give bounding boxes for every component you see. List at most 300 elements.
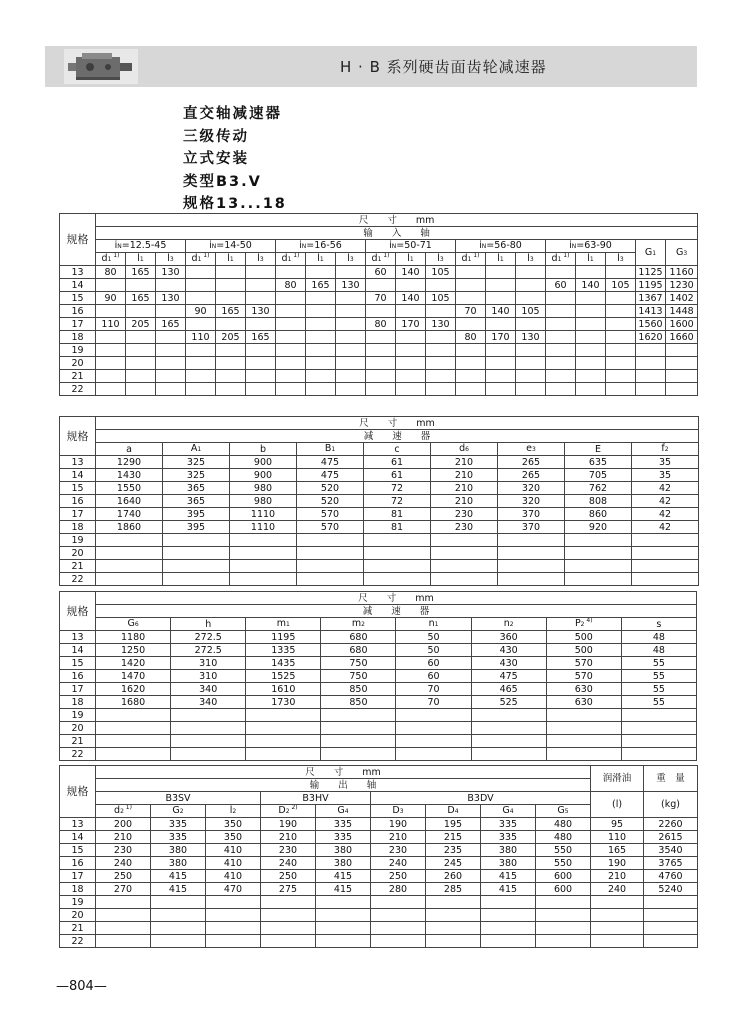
table-cell xyxy=(481,909,536,922)
table-cell: 48 xyxy=(621,644,696,657)
table-cell xyxy=(636,370,666,383)
table-cell: 72 xyxy=(364,495,431,508)
table-cell: 380 xyxy=(151,857,206,870)
size-cell: 21 xyxy=(60,560,96,573)
page-number: —804— xyxy=(56,979,107,994)
table-cell: 1610 xyxy=(246,683,321,696)
table-cell xyxy=(336,305,366,318)
table-cell xyxy=(206,935,261,948)
table-cell: 335 xyxy=(481,818,536,831)
table-cell xyxy=(486,318,516,331)
table-cell: 4760 xyxy=(644,870,698,883)
col-header-e: E xyxy=(565,443,632,456)
table-cell xyxy=(126,305,156,318)
col-header-g2: G2 xyxy=(151,805,206,818)
table-cell: 1680 xyxy=(96,696,171,709)
table-cell xyxy=(96,305,126,318)
table-row xyxy=(60,279,698,292)
table-cell: 270 xyxy=(96,883,151,896)
size-cell: 13 xyxy=(60,456,96,469)
table-cell xyxy=(163,534,230,547)
table-cell: 1860 xyxy=(96,521,163,534)
size-cell: 22 xyxy=(60,383,96,396)
table-cell: 165 xyxy=(306,279,336,292)
table-cell xyxy=(261,922,316,935)
table-cell: 230 xyxy=(96,844,151,857)
table-cell: 210 xyxy=(431,456,498,469)
table-cell xyxy=(431,573,498,586)
table-cell xyxy=(471,722,546,735)
table-cell xyxy=(336,318,366,331)
table-cell xyxy=(336,331,366,344)
table-cell xyxy=(632,534,699,547)
table-cell: 230 xyxy=(261,844,316,857)
table-cell: 570 xyxy=(297,508,364,521)
table-cell: 480 xyxy=(536,818,591,831)
table-cell xyxy=(96,722,171,735)
table-cell xyxy=(565,547,632,560)
col-header-d2: d2 $^{1)}$ xyxy=(96,805,151,818)
col-header-l1: l1 xyxy=(216,253,246,266)
table-cell xyxy=(206,909,261,922)
table-cell: 48 xyxy=(621,631,696,644)
table-cell xyxy=(297,547,364,560)
table-row xyxy=(60,735,697,748)
table-cell: 80 xyxy=(456,331,486,344)
col-header-d3: D3 xyxy=(371,805,426,818)
table-cell xyxy=(171,748,246,761)
table-cell: 370 xyxy=(498,521,565,534)
table-cell: 110 xyxy=(186,331,216,344)
table-cell xyxy=(371,896,426,909)
table-row xyxy=(60,318,698,331)
col-header-d1: d1 $^{1)}$ xyxy=(546,253,576,266)
table-cell: 1470 xyxy=(96,670,171,683)
table-cell: 310 xyxy=(171,657,246,670)
table-cell xyxy=(516,370,546,383)
table-cell xyxy=(156,305,186,318)
table-cell xyxy=(364,547,431,560)
size-cell: 21 xyxy=(60,922,96,935)
table-cell xyxy=(536,909,591,922)
table-cell: 5240 xyxy=(644,883,698,896)
table-cell xyxy=(486,266,516,279)
table-cell xyxy=(151,896,206,909)
section-header: 输 入 轴 xyxy=(96,227,698,240)
table-cell: 1420 xyxy=(96,657,171,670)
table-cell xyxy=(126,370,156,383)
col-header-l2: l2 xyxy=(206,805,261,818)
table-cell xyxy=(606,266,636,279)
col-header-l1: l1 xyxy=(126,253,156,266)
table-cell: 70 xyxy=(396,696,471,709)
table-row xyxy=(60,844,698,857)
table-row xyxy=(60,469,699,482)
table-cell: 165 xyxy=(246,331,276,344)
column-header-row xyxy=(60,618,697,631)
col-header-l3: l3 xyxy=(606,253,636,266)
table-cell: 475 xyxy=(297,456,364,469)
row-label-header: 规格 xyxy=(60,417,96,456)
table-cell xyxy=(396,305,426,318)
table-cell xyxy=(96,573,163,586)
table-cell xyxy=(644,935,698,948)
table-cell xyxy=(186,357,216,370)
input-shaft-rows xyxy=(60,266,698,396)
table-cell: 395 xyxy=(163,521,230,534)
table-cell xyxy=(246,722,321,735)
table-cell: 320 xyxy=(498,482,565,495)
table-cell xyxy=(632,573,699,586)
table-cell: 1195 xyxy=(246,631,321,644)
table-cell: 2615 xyxy=(644,831,698,844)
table-cell: 210 xyxy=(431,495,498,508)
table-cell xyxy=(306,331,336,344)
table-cell xyxy=(536,922,591,935)
table-cell: 335 xyxy=(316,831,371,844)
table-cell xyxy=(96,709,171,722)
table-cell xyxy=(96,935,151,948)
table-cell xyxy=(364,534,431,547)
table-cell xyxy=(163,560,230,573)
table-cell xyxy=(261,896,316,909)
table-cell xyxy=(156,370,186,383)
table-row xyxy=(60,696,697,709)
table-row xyxy=(60,547,699,560)
table-cell: 762 xyxy=(565,482,632,495)
table-cell xyxy=(516,266,546,279)
table-cell xyxy=(306,318,336,331)
table-row xyxy=(60,573,699,586)
output-shaft-table xyxy=(59,765,698,948)
col-header-d6: d6 xyxy=(431,443,498,456)
table-cell xyxy=(151,922,206,935)
table-cell: 90 xyxy=(96,292,126,305)
table-cell: 60 xyxy=(396,657,471,670)
table-cell xyxy=(426,357,456,370)
table-cell xyxy=(546,383,576,396)
table-cell: 272.5 xyxy=(171,631,246,644)
table-cell: 850 xyxy=(321,683,396,696)
table-cell xyxy=(297,534,364,547)
table-cell: 61 xyxy=(364,469,431,482)
group-header-b3dv: B3DV xyxy=(371,792,591,805)
heading-sizes: 规格13...18 xyxy=(183,196,287,212)
size-cell: 18 xyxy=(60,521,96,534)
table-cell xyxy=(576,383,606,396)
table-cell xyxy=(565,560,632,573)
table-row xyxy=(60,748,697,761)
table-cell xyxy=(216,292,246,305)
table-cell xyxy=(516,318,546,331)
table-cell xyxy=(486,357,516,370)
table-cell xyxy=(151,935,206,948)
dimension-header: 尺 寸 mm xyxy=(96,766,591,779)
table-cell xyxy=(246,357,276,370)
table-row xyxy=(60,896,698,909)
table-cell: 350 xyxy=(206,818,261,831)
table-cell xyxy=(186,370,216,383)
table-cell xyxy=(431,534,498,547)
table-cell xyxy=(336,357,366,370)
col-header-g4: G4 xyxy=(316,805,371,818)
table-cell xyxy=(246,383,276,396)
table-row xyxy=(60,644,697,657)
table-cell: 415 xyxy=(316,870,371,883)
table-cell xyxy=(186,344,216,357)
table-cell: 600 xyxy=(536,883,591,896)
table-cell xyxy=(426,922,481,935)
table-cell: 1730 xyxy=(246,696,321,709)
col-header-d1: d1 $^{1)}$ xyxy=(186,253,216,266)
table-cell xyxy=(486,292,516,305)
table-cell xyxy=(636,344,666,357)
table-cell xyxy=(306,305,336,318)
table-cell xyxy=(366,357,396,370)
table-cell: 55 xyxy=(621,696,696,709)
table-cell xyxy=(156,331,186,344)
table-cell: 1550 xyxy=(96,482,163,495)
table-cell: 205 xyxy=(126,318,156,331)
table-cell: 1660 xyxy=(666,331,698,344)
col-header-l1: l1 xyxy=(396,253,426,266)
table-cell: 55 xyxy=(621,683,696,696)
table-cell xyxy=(230,547,297,560)
size-cell: 14 xyxy=(60,469,96,482)
table-cell xyxy=(364,573,431,586)
table-cell xyxy=(336,292,366,305)
table-cell xyxy=(336,370,366,383)
table-cell: 230 xyxy=(371,844,426,857)
size-cell: 19 xyxy=(60,344,96,357)
table-cell: 570 xyxy=(546,670,621,683)
heading-axis-type: 直交轴减速器 xyxy=(183,106,282,122)
table-cell: 350 xyxy=(206,831,261,844)
table-cell xyxy=(621,709,696,722)
table-cell: 520 xyxy=(297,495,364,508)
table-cell: 335 xyxy=(481,831,536,844)
output-shaft-rows xyxy=(60,818,698,948)
table-cell xyxy=(156,279,186,292)
table-cell: 1600 xyxy=(666,318,698,331)
table-cell xyxy=(644,896,698,909)
table-cell xyxy=(396,344,426,357)
table-cell: 205 xyxy=(216,331,246,344)
table-cell xyxy=(316,935,371,948)
table-cell xyxy=(306,370,336,383)
row-label-header: 规格 xyxy=(60,214,96,266)
table-cell: 210 xyxy=(371,831,426,844)
table-cell: 415 xyxy=(151,883,206,896)
table-cell xyxy=(96,547,163,560)
table-cell: 130 xyxy=(336,279,366,292)
table-cell xyxy=(126,344,156,357)
table-cell: 80 xyxy=(366,318,396,331)
table-cell xyxy=(96,279,126,292)
table-cell xyxy=(261,935,316,948)
ratio-header: iN=63-90 xyxy=(546,240,636,253)
table-cell: 380 xyxy=(316,857,371,870)
table-cell xyxy=(246,709,321,722)
size-cell: 17 xyxy=(60,508,96,521)
table-row xyxy=(60,870,698,883)
table-cell: 80 xyxy=(96,266,126,279)
table-cell: 1560 xyxy=(636,318,666,331)
table-cell: 3765 xyxy=(644,857,698,870)
table-cell: 140 xyxy=(576,279,606,292)
size-cell: 22 xyxy=(60,573,96,586)
table-cell xyxy=(96,344,126,357)
table-cell: 250 xyxy=(96,870,151,883)
table-cell xyxy=(516,383,546,396)
table-cell xyxy=(606,292,636,305)
table-cell xyxy=(565,534,632,547)
table-cell xyxy=(151,909,206,922)
table-cell xyxy=(216,279,246,292)
table-cell xyxy=(366,370,396,383)
col-header-g5: G5 xyxy=(536,805,591,818)
table-cell xyxy=(536,896,591,909)
table-cell: 70 xyxy=(456,305,486,318)
table-cell: 215 xyxy=(426,831,481,844)
size-cell: 15 xyxy=(60,292,96,305)
table-cell xyxy=(621,722,696,735)
row-label-header: 规格 xyxy=(60,592,96,631)
table-cell xyxy=(471,748,546,761)
table-cell: 110 xyxy=(591,831,644,844)
col-header-a1: A1 xyxy=(163,443,230,456)
table-row xyxy=(60,818,698,831)
table-cell xyxy=(536,935,591,948)
table-cell xyxy=(498,547,565,560)
table-cell: 1110 xyxy=(230,508,297,521)
table-cell: 1402 xyxy=(666,292,698,305)
table-cell xyxy=(591,909,644,922)
table-cell xyxy=(216,266,246,279)
table-cell xyxy=(486,370,516,383)
table-cell: 1430 xyxy=(96,469,163,482)
size-cell: 13 xyxy=(60,266,96,279)
table-cell xyxy=(96,370,126,383)
table-row xyxy=(60,935,698,948)
table-cell xyxy=(632,560,699,573)
table-cell xyxy=(306,266,336,279)
table-cell xyxy=(606,318,636,331)
table-cell: 1435 xyxy=(246,657,321,670)
table-cell xyxy=(396,331,426,344)
table-row xyxy=(60,922,698,935)
table-cell: 250 xyxy=(261,870,316,883)
table-cell: 210 xyxy=(96,831,151,844)
table-cell xyxy=(516,279,546,292)
table-row xyxy=(60,670,697,683)
table-cell xyxy=(666,344,698,357)
table-cell xyxy=(216,383,246,396)
table-cell xyxy=(206,922,261,935)
table-cell: 410 xyxy=(206,844,261,857)
group-header-b3sv: B3SV xyxy=(96,792,261,805)
table-cell: 265 xyxy=(498,469,565,482)
col-header-g3: G3 xyxy=(666,240,698,266)
table-cell xyxy=(261,909,316,922)
table-cell xyxy=(576,318,606,331)
table-cell xyxy=(276,266,306,279)
table-cell: 808 xyxy=(565,495,632,508)
table-cell xyxy=(516,344,546,357)
table-cell xyxy=(546,292,576,305)
table-cell xyxy=(486,344,516,357)
col-header-l3: l3 xyxy=(426,253,456,266)
size-cell: 16 xyxy=(60,670,96,683)
table-cell xyxy=(96,748,171,761)
table-cell: 140 xyxy=(396,266,426,279)
col-header-e3: e3 xyxy=(498,443,565,456)
table-row xyxy=(60,657,697,670)
table-cell xyxy=(230,560,297,573)
table-cell: 1525 xyxy=(246,670,321,683)
table-cell xyxy=(371,922,426,935)
size-cell: 20 xyxy=(60,909,96,922)
col-header-g1: G1 xyxy=(636,240,666,266)
table-cell: 1620 xyxy=(96,683,171,696)
table-cell: 165 xyxy=(126,292,156,305)
table-cell xyxy=(471,709,546,722)
table-cell: 550 xyxy=(536,857,591,870)
table-cell: 630 xyxy=(546,696,621,709)
table-cell xyxy=(644,909,698,922)
table-row xyxy=(60,344,698,357)
table-cell xyxy=(666,383,698,396)
size-cell: 21 xyxy=(60,370,96,383)
table-cell: 415 xyxy=(151,870,206,883)
table-cell: 360 xyxy=(471,631,546,644)
table-row xyxy=(60,495,699,508)
table-cell: 900 xyxy=(230,469,297,482)
table-cell: 335 xyxy=(316,818,371,831)
table-cell: 210 xyxy=(261,831,316,844)
table-cell: 50 xyxy=(396,644,471,657)
table-cell xyxy=(96,560,163,573)
table-cell xyxy=(481,896,536,909)
col-header-d1: d1 $^{1)}$ xyxy=(366,253,396,266)
table-cell xyxy=(246,344,276,357)
table-cell xyxy=(96,896,151,909)
table-cell: 280 xyxy=(371,883,426,896)
table-row xyxy=(60,631,697,644)
table-cell xyxy=(366,305,396,318)
table-cell xyxy=(546,709,621,722)
oil-header: 润滑油 xyxy=(591,766,644,792)
table-cell xyxy=(621,735,696,748)
table-cell xyxy=(156,357,186,370)
table-cell: 920 xyxy=(565,521,632,534)
table-row xyxy=(60,909,698,922)
table-cell xyxy=(216,357,246,370)
table-cell: 61 xyxy=(364,456,431,469)
table-cell xyxy=(186,266,216,279)
table-cell xyxy=(591,922,644,935)
table-cell xyxy=(606,357,636,370)
table-cell xyxy=(546,318,576,331)
table-cell xyxy=(276,305,306,318)
table-cell xyxy=(321,722,396,735)
table-cell: 520 xyxy=(297,482,364,495)
table-cell xyxy=(156,344,186,357)
table-cell xyxy=(276,344,306,357)
table-cell xyxy=(216,318,246,331)
table-cell xyxy=(456,383,486,396)
table-cell xyxy=(276,357,306,370)
